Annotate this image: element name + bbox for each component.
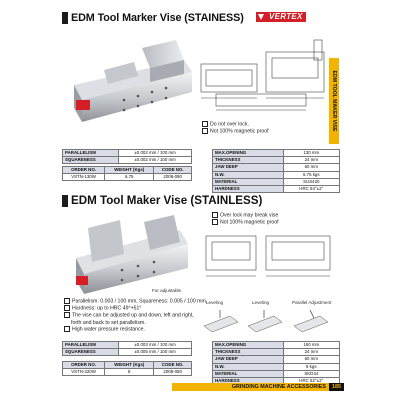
checkbox-icon [212, 219, 218, 225]
page-footer [172, 383, 344, 391]
table-header-row: ORDER NO. WEIGHT (Kgs) CODE NO. [63, 362, 192, 369]
table-row: MATERIAL SUS420 [213, 178, 340, 185]
table-row: JAW DEEP 60 mm [213, 356, 340, 363]
table-row: VSTN-130W 6.75 2008-090 [63, 174, 192, 181]
vise-photo-2 [62, 212, 192, 294]
note-line: Not 100% magnetic proof [202, 128, 269, 135]
checkbox-icon [202, 128, 208, 134]
table-row: MAX.OPENING 130 mm [213, 150, 340, 157]
feature-line: forth and back to set parallelism. [71, 319, 146, 326]
table-row: JAW DEEP 60 mm [213, 164, 340, 171]
vise-photo-1 [64, 30, 194, 126]
side-tab [329, 58, 339, 144]
checkbox-icon [64, 305, 70, 311]
feature-line: High water pressure resistance. [64, 326, 207, 333]
table-row: N.W. 6.75 kgs [213, 171, 340, 178]
footer-label: GRINDING MACHINE ACCESSORIES [231, 384, 326, 390]
table-row: MATERIAL SKD44 [213, 370, 340, 377]
section1-title: EDM Tool Marker Vise (STAINESS) [71, 11, 244, 24]
feature-line: Parallelism: 0.003 / 100 mm, Squareness: 0.005 / 100 mm. [64, 298, 207, 305]
note-line: Not 100% magnetic proof [212, 219, 279, 226]
feature-line: Hardness: up to HRC 49°+51° [64, 305, 207, 312]
checkbox-icon [64, 312, 70, 318]
technical-drawing-2 [200, 230, 338, 290]
checkbox-icon [202, 121, 208, 127]
checkbox-icon [212, 212, 218, 218]
vertex-logo [256, 12, 306, 22]
note-line: Over lock may break vise [212, 212, 279, 219]
vertex-logo-icon [256, 12, 266, 22]
header-bar-icon [62, 195, 68, 207]
table-row: THICKNESS 24 mm [213, 349, 340, 356]
diagram-label-parallel: Parallel Adjustment [292, 300, 332, 305]
section1-notes [202, 121, 269, 135]
table-row: THICKNESS 24 mm [213, 157, 340, 164]
feature-line: The vise can be adjusted up and down, left and right, [64, 312, 207, 319]
section1-dimension-table [212, 149, 340, 193]
table-row: N.W. 8 kgs [213, 363, 340, 370]
table-row: MAX.OPENING 160 mm [213, 342, 340, 349]
section2-dimension-table [212, 341, 340, 385]
adjustment-diagrams [200, 306, 340, 332]
section2-top-notes [212, 212, 279, 226]
section1-header [62, 11, 244, 24]
section1-spec-table [62, 149, 192, 164]
table-row: VSTN-320W 8 2008-050 [63, 369, 192, 376]
diagram-label-leveling-2: Leveling [252, 300, 270, 305]
table-row: SQUARENESS ±0.002 mm / 100 mm [63, 157, 192, 164]
checkbox-icon [64, 326, 70, 332]
checkbox-icon [64, 298, 70, 304]
table-row: HARDNESS HRC 54°±2° [213, 185, 340, 192]
table-row: SQUARENESS ±0.005 mm / 100 mm [63, 349, 192, 356]
section2-header [62, 194, 262, 207]
section2-title: EDM Tool Maker Vise (STAINLESS) [71, 194, 263, 207]
diagram-label-leveling-1: Leveling [206, 300, 224, 305]
section2-spec-table [62, 341, 192, 356]
section2-features [64, 298, 207, 333]
photo-caption: For adjustable [152, 288, 182, 293]
table-row: PARALLELISM ±0.002 mm / 100 mm [63, 150, 192, 157]
header-bar-icon [62, 12, 68, 24]
section1-order-table [62, 166, 192, 181]
note-line: Do not over lock. [202, 121, 269, 128]
page-number: 185 [329, 383, 344, 391]
table-header-row: ORDER NO. WEIGHT (Kgs) CODE NO. [63, 167, 192, 174]
side-tab-label: EDM TOOL MAKER VISE [331, 70, 337, 132]
vertex-logo-text: VERTEX [266, 12, 306, 22]
table-row: PARALLELISM ±0.003 mm / 100 mm [63, 342, 192, 349]
technical-drawing-1 [196, 34, 330, 114]
section2-order-table [62, 361, 192, 376]
table-row: HARDNESS HRC 52°±2° [213, 377, 340, 384]
